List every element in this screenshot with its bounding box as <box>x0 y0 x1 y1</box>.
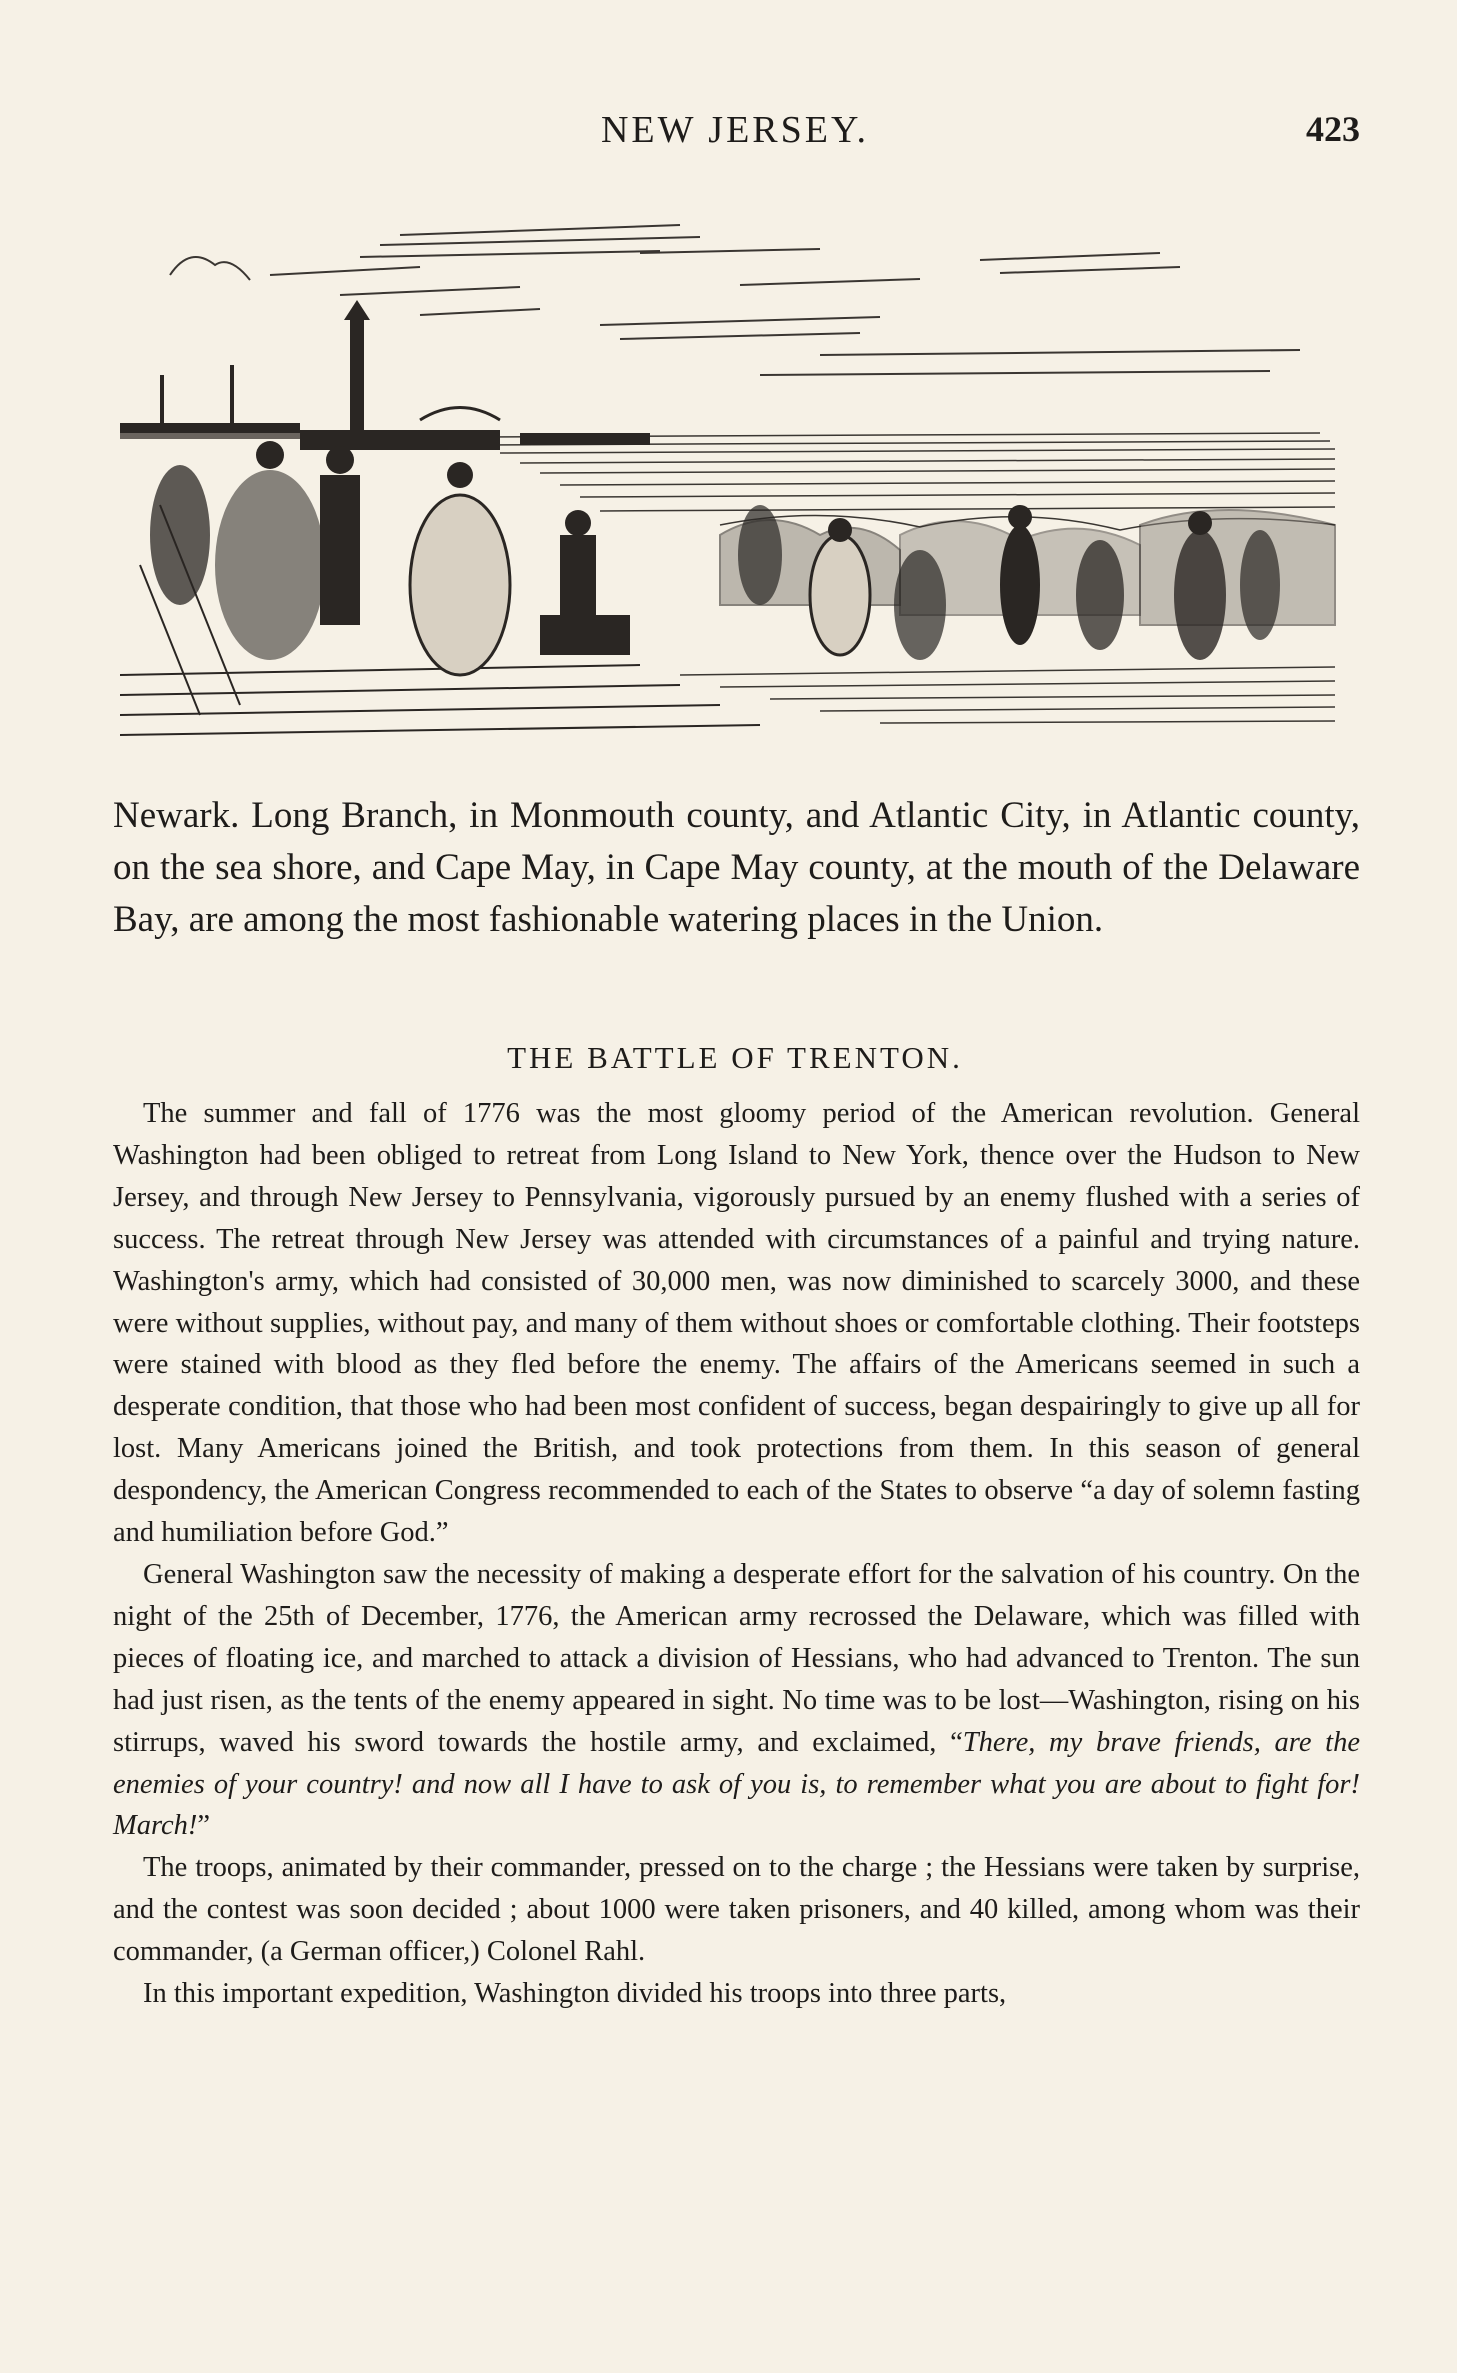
paragraph-2-text: General Washington saw the necessity of making a desperate effort for the salvation of his country. On the night of the 25th of December, 1776, the American army recrossed the Delaware, which was filled with pieces of floating ice, and marched to attack a division of Hessians, who had advanced to Trenton. The sun had just risen, as the tents of the enemy appeared in sight. No time was to be lost—Washington, rising on his stirrups, waved his sword towards the hostile army, and exclaimed, “ <box>113 1558 1360 1758</box>
sand-hatching <box>680 667 1335 723</box>
article-body <box>113 1093 1360 2015</box>
bathers <box>738 505 1280 660</box>
section-title: THE BATTLE OF TRENTON. <box>507 1040 963 1075</box>
page-number: 423 <box>1306 109 1360 149</box>
seaside-beach-engraving-icon <box>120 205 1360 745</box>
paragraph-1: The summer and fall of 1776 was the most gloomy period of the American revolution. General Washington had been obliged to retreat from Long Island to New York, thence over the Hudson to New Jersey, and through New Jersey to Pennsylvania, vigorously pursued by an enemy flushed with a series of success. The retreat through New Jersey was attended with circumstances of a painful and trying nature. Washington's army, which had consisted of 30,000 men, was now diminished to scarcely 3000, and these were without supplies, without pay, and many of them without shoes or comfortable clothing. Their footsteps were stained with blood as they fled before the enemy. The affairs of the Americans seemed in such a desperate condition, that those who had been most confident of success, began despairingly to give up all for lost. Many Americans joined the British, and took protections from them. In this season of general despondency, the American Congress recommended to each of the States to observe “a day of solemn fasting and humiliation before God.” <box>113 1098 1360 1549</box>
quote-close: ” <box>197 1810 211 1842</box>
sky-lines <box>170 225 1300 375</box>
paragraph-4: In this important expedition, Washington divided his troops into three parts, <box>143 1978 1007 2010</box>
running-title: NEW JERSEY. <box>600 109 870 151</box>
running-head <box>110 108 1360 158</box>
pier-buildings <box>120 300 650 450</box>
lead-paragraph: Newark. Long Branch, in Monmouth county, and Atlantic City, in Atlantic county, on the sea shore, and Cape May, in Cape May county, at the mouth of the Delaware Bay, are among the most fashionable watering places in the Union. <box>113 795 1360 940</box>
paragraph-2 <box>113 1554 1360 1847</box>
paragraph-3: The troops, animated by their commander, pressed on to the charge ; the Hessians were taken by surprise, and the contest was soon decided ; about 1000 were taken prisoners, and 40 killed, among whom was their commander, (a German officer,) Colonel Rahl. <box>113 1852 1360 1968</box>
washington-quote: There, my brave friends, are the enemies of your country! and now all I have to ask of you is, to remember what you are about to fight for! March! <box>113 1726 1360 1842</box>
